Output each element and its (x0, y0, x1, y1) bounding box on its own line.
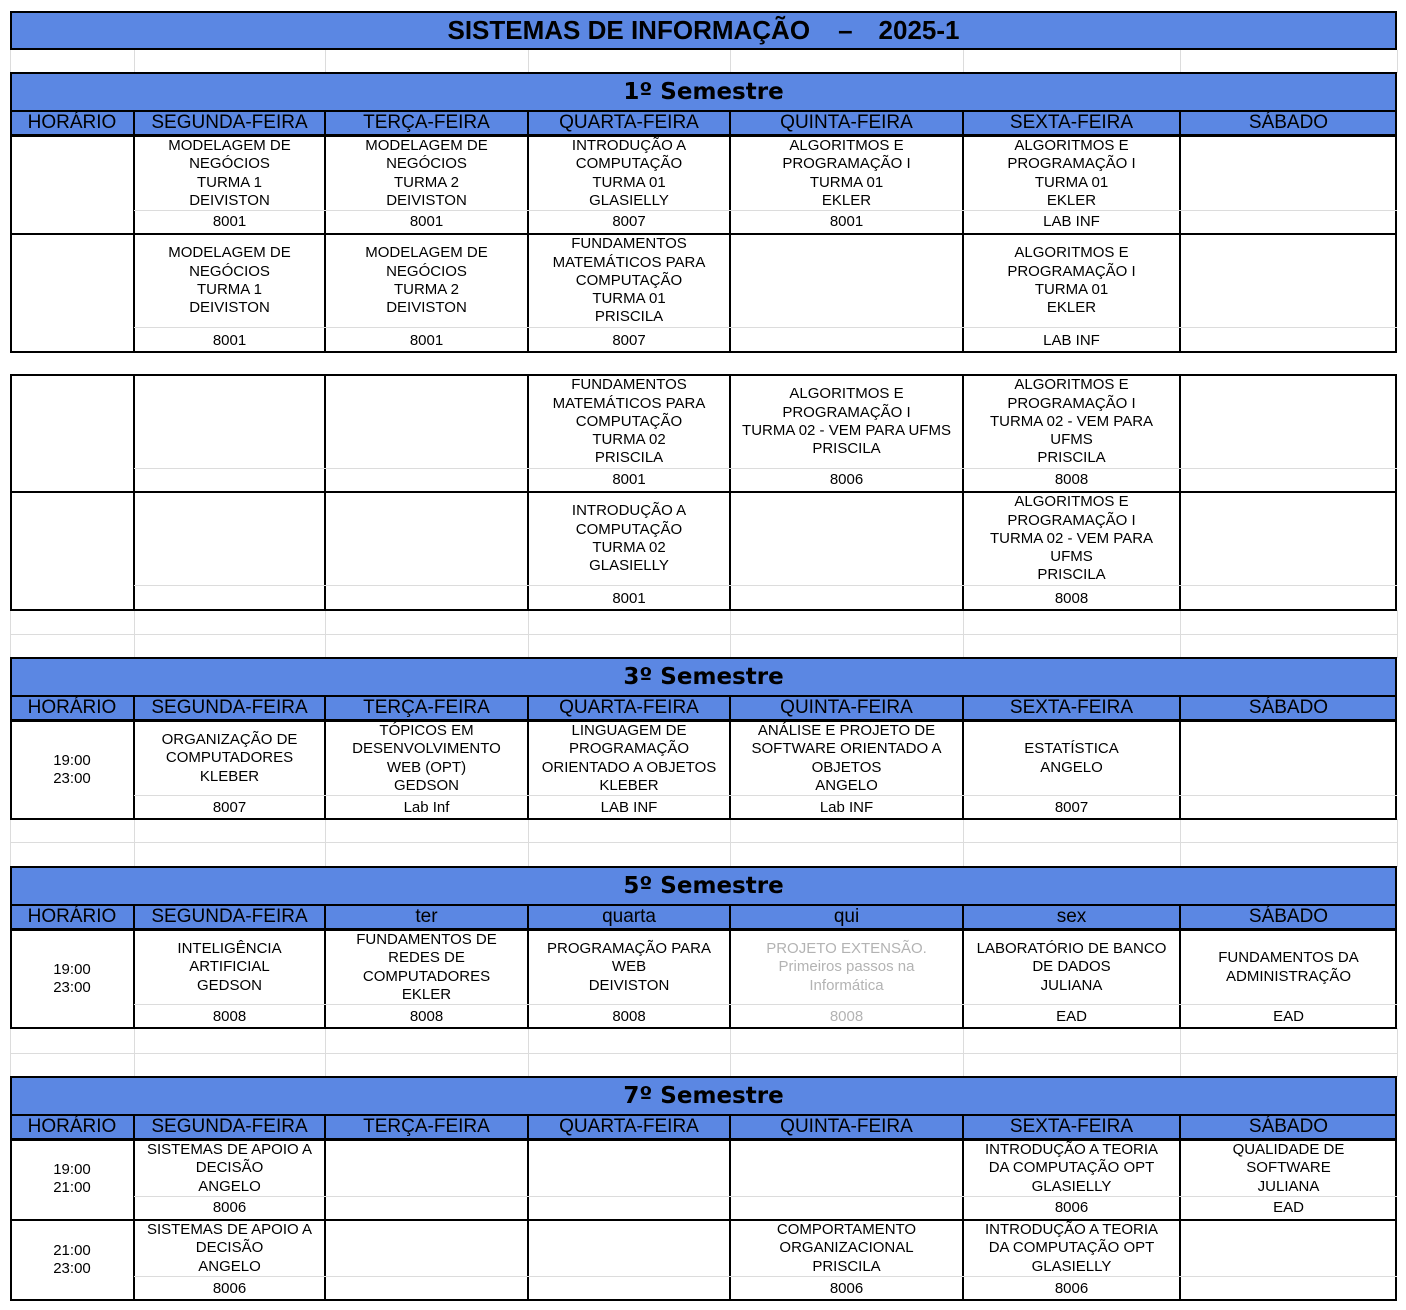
gridline-v (10, 819, 11, 867)
class-line: PRISCILA (594, 308, 664, 326)
sem1-b-time-slot (10, 374, 134, 491)
gridline-v (1397, 50, 1398, 73)
gridline-v (325, 610, 326, 658)
class-cell[interactable] (1180, 931, 1397, 1004)
column-divider (1179, 695, 1181, 721)
class-cell[interactable] (134, 722, 325, 795)
room-label: 8008 (409, 1008, 444, 1025)
class-line: SISTEMAS DE APOIO A (146, 1221, 313, 1239)
sem5-header-segunda: SEGUNDA-FEIRA (151, 906, 308, 927)
gridline-v (134, 610, 135, 658)
room-label: 8001 (212, 213, 247, 230)
column-divider (1179, 904, 1181, 930)
class-line: COMPUTAÇÃO (575, 271, 683, 289)
class-line: ARTIFICIAL (189, 958, 270, 976)
page-title-course: SISTEMAS DE INFORMAÇÃO (447, 15, 811, 45)
sem3-title: 3º Semestre (623, 664, 784, 690)
class-cell[interactable] (325, 137, 528, 210)
column-divider (324, 904, 326, 930)
class-line: FUNDAMENTOS (571, 376, 687, 394)
class-line: FUNDAMENTOS DE (356, 930, 497, 948)
class-line: PROGRAMAÇÃO I (1007, 262, 1136, 280)
class-cell[interactable] (528, 931, 730, 1004)
class-line: TURMA 02 (592, 539, 666, 556)
class-line: SOFTWARE (1246, 1159, 1331, 1177)
class-cell[interactable] (325, 931, 528, 1004)
class-line: EKLER (1046, 191, 1097, 209)
class-line: ANGELO (198, 1177, 261, 1195)
class-line: GLASIELLY (589, 557, 669, 575)
class-line: LABORATÓRIO DE BANCO (976, 940, 1167, 958)
sem3-time-slot (10, 720, 134, 820)
class-line: MODELAGEM DE (168, 244, 291, 262)
class-line: ALGORITMOS E (789, 385, 904, 403)
class-line: WEB (OPT) (386, 758, 467, 776)
sem1-a-time-slot (10, 135, 134, 233)
class-line: ALGORITMOS E (789, 136, 904, 154)
class-cell[interactable] (963, 1141, 1180, 1196)
class-line: TURMA 02 - VEM PARA UFMS (742, 422, 951, 439)
room-label: 8006 (829, 471, 864, 488)
gridline-h (10, 374, 1397, 375)
room-label: 8007 (612, 331, 646, 349)
class-line: NEGÓCIOS (189, 262, 270, 280)
sem3-header-sabado: SÁBADO (1248, 697, 1329, 718)
sem3-header-quarta: QUARTA-FEIRA (559, 697, 699, 718)
class-line: GEDSON (393, 776, 459, 794)
room-label: 8008 (829, 1008, 864, 1025)
class-line: PROGRAMAÇÃO I (782, 155, 911, 173)
gridline-v (730, 50, 731, 73)
class-line: INTRODUÇÃO A (571, 136, 687, 154)
sem5-header-horario: HORÁRIO (27, 906, 117, 927)
gridline-h (10, 634, 1397, 635)
class-line: TURMA 01 (1034, 281, 1109, 298)
class-line: ADMINISTRAÇÃO (1225, 967, 1351, 985)
class-cell[interactable] (134, 137, 325, 210)
class-cell[interactable] (325, 235, 528, 327)
sem3-header-quinta: QUINTA-FEIRA (780, 697, 913, 718)
class-line: DEIVISTON (386, 191, 467, 209)
class-line: DEIVISTON (189, 299, 270, 317)
room-label: 8008 (612, 1008, 646, 1025)
class-line: ALGORITMOS E (1014, 136, 1129, 154)
sem7-header-sexta: SEXTA-FEIRA (1009, 1116, 1134, 1137)
class-line: KLEBER (199, 767, 260, 785)
gridline-v (963, 819, 964, 867)
room-label: Lab INF (819, 799, 874, 816)
room-label: 8006 (212, 1199, 247, 1216)
gridline-v (10, 1028, 11, 1077)
room-label: EAD (1273, 1199, 1304, 1216)
class-cell[interactable] (730, 137, 963, 210)
gridline-v (963, 50, 964, 73)
gridline-v (730, 819, 731, 867)
class-line: PROGRAMAÇÃO PARA (547, 940, 711, 958)
class-line: PROJETO EXTENSÃO. (766, 940, 927, 958)
column-divider (133, 1114, 135, 1140)
class-line: TURMA 01 (1034, 173, 1109, 191)
sem5-header-quarta: quarta (602, 906, 656, 927)
class-cell[interactable] (963, 722, 1180, 795)
column-divider (1179, 110, 1181, 136)
sem3-header-segunda: SEGUNDA-FEIRA (151, 697, 308, 718)
class-line: Primeiros passos na (778, 958, 915, 976)
class-cell[interactable] (325, 722, 528, 795)
class-line: DA COMPUTAÇÃO OPT (988, 1239, 1155, 1257)
class-line: TURMA 02 (592, 431, 666, 449)
class-line: INTRODUÇÃO A (571, 502, 687, 520)
sem7-header-quinta: QUINTA-FEIRA (780, 1116, 913, 1137)
class-line: COMPUTADORES (165, 749, 294, 767)
class-line: WEB (611, 958, 647, 976)
sem1-a-time-slot (10, 233, 134, 353)
class-line: PROGRAMAÇÃO I (1007, 155, 1136, 173)
class-line: COMPUTADORES (362, 967, 491, 985)
gridline-v (1180, 50, 1181, 73)
room-label: Lab Inf (403, 799, 450, 816)
column-divider (527, 110, 529, 136)
sem1-header-quarta: QUARTA-FEIRA (559, 112, 699, 133)
class-line: QUALIDADE DE (1232, 1141, 1345, 1159)
gridline-v (528, 50, 529, 73)
class-line: MATEMÁTICOS PARA (552, 394, 706, 412)
class-cell[interactable] (528, 235, 730, 327)
gridline-v (730, 610, 731, 658)
class-line: EKLER (1046, 299, 1097, 317)
class-line: JULIANA (1257, 1177, 1320, 1195)
sem1-header-quinta: QUINTA-FEIRA (780, 112, 913, 133)
class-line: EKLER (821, 191, 872, 209)
gridline-h (10, 842, 1397, 843)
sem7-header-horario: HORÁRIO (27, 1116, 117, 1137)
class-cell[interactable] (963, 137, 1180, 210)
time-start: 19:00 (53, 960, 91, 978)
sem5-title: 5º Semestre (623, 873, 784, 899)
class-cell[interactable] (528, 493, 730, 585)
class-cell[interactable] (134, 235, 325, 327)
class-line: ANGELO (815, 776, 878, 794)
class-line: NEGÓCIOS (386, 262, 467, 280)
gridline-v (325, 1028, 326, 1077)
column-divider (133, 110, 135, 136)
time-start: 21:00 (53, 1241, 91, 1259)
class-line: TURMA 02 - VEM PARA (989, 529, 1154, 547)
class-line: KLEBER (599, 776, 659, 794)
room-label: 8007 (212, 799, 247, 816)
column-divider (962, 110, 964, 136)
sem5-header-quinta: qui (833, 906, 860, 927)
sem7-time-slot (10, 1219, 134, 1301)
class-cell[interactable] (730, 722, 963, 795)
gridline-v (325, 819, 326, 867)
column-divider (962, 695, 964, 721)
class-line: PROGRAMAÇÃO I (1007, 511, 1136, 529)
class-cell[interactable] (963, 376, 1180, 468)
sem5-title-band (10, 866, 1397, 906)
column-divider (324, 1114, 326, 1140)
class-line: OBJETOS (811, 758, 882, 776)
class-cell[interactable] (528, 137, 730, 210)
room-label: LAB INF (1043, 331, 1100, 349)
class-line: COMPUTAÇÃO (575, 520, 683, 538)
class-cell[interactable] (730, 1221, 963, 1276)
gridline-v (134, 50, 135, 73)
class-line: PRISCILA (1037, 566, 1106, 584)
class-line: DECISÃO (195, 1239, 264, 1257)
class-line: JULIANA (1040, 976, 1103, 994)
gridline-v (1397, 1028, 1398, 1077)
room-label: 8006 (1054, 1280, 1089, 1297)
column-divider (324, 110, 326, 136)
class-line: LINGUAGEM DE (571, 721, 687, 739)
room-label: 8007 (1054, 799, 1089, 816)
time-end: 23:00 (53, 770, 91, 787)
class-cell[interactable] (134, 1141, 325, 1196)
room-label: 8001 (212, 331, 247, 349)
gridline-h (10, 1053, 1397, 1054)
room-label: EAD (1273, 1008, 1304, 1025)
class-cell[interactable] (963, 1221, 1180, 1276)
class-cell[interactable] (134, 931, 325, 1004)
gridline-v (1180, 1028, 1181, 1077)
class-line: EKLER (401, 985, 452, 1003)
room-label: 8006 (212, 1280, 247, 1297)
column-divider (324, 695, 326, 721)
class-cell[interactable] (1180, 1141, 1397, 1196)
gridline-v (528, 819, 529, 867)
gridline-v (528, 1028, 529, 1077)
class-line: INTRODUÇÃO A TEORIA (984, 1141, 1159, 1159)
sem7-title-band (10, 1076, 1397, 1116)
gridline-v (10, 50, 11, 73)
class-line: DE DADOS (1032, 958, 1111, 976)
sem3-header-horario: HORÁRIO (27, 697, 117, 718)
class-cell[interactable] (963, 235, 1180, 327)
class-line: PRISCILA (594, 449, 664, 467)
class-line: GLASIELLY (1031, 1257, 1112, 1275)
class-line: REDES DE (388, 949, 465, 967)
class-line: COMPUTAÇÃO (575, 155, 683, 173)
sem1-header-terca: TERÇA-FEIRA (363, 112, 490, 133)
sem3-header-sexta: SEXTA-FEIRA (1009, 697, 1134, 718)
column-divider (729, 1114, 731, 1140)
room-label: LAB INF (600, 799, 658, 816)
column-divider (962, 904, 964, 930)
sem7-time-slot (10, 1139, 134, 1219)
class-line: TÓPICOS EM (379, 721, 474, 739)
gridline-v (1397, 819, 1398, 867)
class-line: TURMA 01 (592, 290, 666, 308)
sem7-title: 7º Semestre (623, 1083, 784, 1109)
sem5-header-terca: ter (415, 906, 438, 927)
class-line: ANGELO (1040, 758, 1103, 776)
class-line: NEGÓCIOS (189, 155, 270, 173)
time-start: 19:00 (53, 751, 91, 769)
room-label: 8001 (612, 471, 646, 488)
time-end: 21:00 (53, 1179, 91, 1196)
class-line: ESTATÍSTICA (1024, 740, 1119, 758)
class-line: TURMA 2 (393, 281, 459, 298)
room-label: 8008 (1054, 471, 1089, 488)
class-line: Informática (809, 976, 884, 994)
class-line: INTELIGÊNCIA (177, 940, 282, 958)
class-line: TURMA 01 (592, 173, 666, 191)
sem7-header-terca: TERÇA-FEIRA (363, 1116, 490, 1137)
class-line: COMPORTAMENTO (776, 1221, 917, 1239)
class-line: TURMA 2 (393, 173, 459, 191)
room-label: 8008 (212, 1008, 247, 1025)
sem1-header-sabado: SÁBADO (1248, 112, 1329, 133)
class-cell[interactable] (730, 931, 963, 1004)
class-cell[interactable] (528, 376, 730, 468)
sem5-time-slot (10, 929, 134, 1029)
room-label: 8006 (1054, 1199, 1089, 1216)
class-cell[interactable] (134, 1221, 325, 1276)
class-line: GLASIELLY (1031, 1177, 1112, 1195)
class-line: SISTEMAS DE APOIO A (146, 1141, 313, 1159)
column-divider (729, 904, 731, 930)
column-divider (1179, 1114, 1181, 1140)
gridline-v (1180, 610, 1181, 658)
class-line: MODELAGEM DE (365, 244, 488, 262)
gridline-v (134, 1028, 135, 1077)
column-divider (527, 904, 529, 930)
column-divider (133, 695, 135, 721)
page-title-band (10, 11, 1397, 50)
class-line: MATEMÁTICOS PARA (552, 253, 706, 271)
gridline-v (963, 610, 964, 658)
column-divider (729, 110, 731, 136)
sem1-title: 1º Semestre (623, 79, 784, 105)
gridline-v (325, 50, 326, 73)
room-label: LAB INF (1043, 213, 1100, 230)
sem1-b-time-slot (10, 491, 134, 611)
sem5-header-sexta: sex (1056, 906, 1087, 927)
page-title-separator: – (838, 15, 853, 45)
class-line: PRISCILA (812, 440, 881, 458)
room-label: 8007 (612, 213, 646, 230)
gridline-v (528, 610, 529, 658)
gridline-v (963, 1028, 964, 1077)
class-line: UFMS (1050, 548, 1093, 566)
column-divider (962, 1114, 964, 1140)
class-line: TURMA 02 - VEM PARA (989, 412, 1154, 430)
class-line: ANGELO (198, 1257, 261, 1275)
column-divider (527, 1114, 529, 1140)
class-line: ALGORITMOS E (1014, 244, 1129, 262)
sem7-header-quarta: QUARTA-FEIRA (559, 1116, 699, 1137)
class-line: NEGÓCIOS (386, 155, 467, 173)
class-line: ALGORITMOS E (1014, 376, 1129, 394)
class-line: DEIVISTON (189, 191, 270, 209)
page-title-term: 2025-1 (878, 15, 960, 45)
room-label: 8006 (829, 1280, 864, 1297)
class-cell[interactable] (963, 493, 1180, 585)
gridline-v (1397, 610, 1398, 658)
room-label: 8008 (1054, 589, 1089, 607)
class-line: SOFTWARE ORIENTADO A (751, 740, 942, 758)
class-line: PROGRAMAÇÃO I (782, 403, 911, 421)
class-line: FUNDAMENTOS (571, 235, 687, 253)
class-line: PRISCILA (1037, 449, 1106, 467)
time-end: 23:00 (53, 979, 91, 996)
gridline-v (10, 610, 11, 658)
class-line: GLASIELLY (589, 191, 669, 209)
class-line: TURMA 1 (196, 281, 262, 298)
class-line: DESENVOLVIMENTO (352, 740, 501, 758)
class-line: GEDSON (196, 976, 262, 994)
class-line: INTRODUÇÃO A TEORIA (984, 1221, 1159, 1239)
sem5-header-sabado: SÁBADO (1248, 906, 1329, 927)
class-cell[interactable] (963, 931, 1180, 1004)
gridline-h (10, 352, 1397, 353)
class-line: FUNDAMENTOS DA (1218, 949, 1359, 967)
class-line: TURMA 1 (196, 173, 262, 191)
class-line: ORIENTADO A OBJETOS (541, 758, 717, 776)
class-line: PRISCILA (812, 1257, 881, 1275)
gridline-v (730, 1028, 731, 1077)
class-line: DA COMPUTAÇÃO OPT (988, 1159, 1155, 1177)
sem7-header-segunda: SEGUNDA-FEIRA (151, 1116, 308, 1137)
room-label: EAD (1056, 1008, 1087, 1025)
room-label: 8001 (409, 213, 444, 230)
gridline-v (134, 819, 135, 867)
class-cell[interactable] (730, 376, 963, 468)
class-line: DEIVISTON (386, 299, 467, 317)
sem1-header-horario: HORÁRIO (27, 112, 117, 133)
sem1-header-sexta: SEXTA-FEIRA (1009, 112, 1134, 133)
sem1-title-band (10, 72, 1397, 112)
class-line: DEIVISTON (588, 976, 670, 994)
class-line: PROGRAMAÇÃO I (1007, 394, 1136, 412)
column-divider (133, 904, 135, 930)
room-label: 8001 (612, 589, 646, 607)
time-end: 23:00 (53, 1260, 91, 1277)
class-line: ALGORITMOS E (1014, 493, 1129, 511)
class-cell[interactable] (528, 722, 730, 795)
sem3-title-band (10, 657, 1397, 697)
gridline-v (1180, 819, 1181, 867)
column-divider (527, 695, 529, 721)
class-line: TURMA 01 (809, 173, 884, 191)
class-line: UFMS (1050, 431, 1093, 449)
room-label: 8001 (409, 331, 444, 349)
class-line: ORGANIZACIONAL (779, 1239, 914, 1257)
class-line: MODELAGEM DE (365, 136, 488, 154)
class-line: ANÁLISE E PROJETO DE (757, 721, 936, 739)
class-line: PROGRAMAÇÃO (568, 740, 689, 758)
sem1-header-segunda: SEGUNDA-FEIRA (151, 112, 308, 133)
class-line: MODELAGEM DE (168, 136, 291, 154)
room-label: 8001 (829, 213, 864, 230)
class-line: COMPUTAÇÃO (575, 412, 683, 430)
class-line: DECISÃO (195, 1159, 264, 1177)
time-start: 19:00 (53, 1160, 91, 1178)
class-line: ORGANIZAÇÃO DE (161, 731, 298, 749)
sem3-header-terca: TERÇA-FEIRA (363, 697, 490, 718)
sem7-header-sabado: SÁBADO (1248, 1116, 1329, 1137)
column-divider (729, 695, 731, 721)
